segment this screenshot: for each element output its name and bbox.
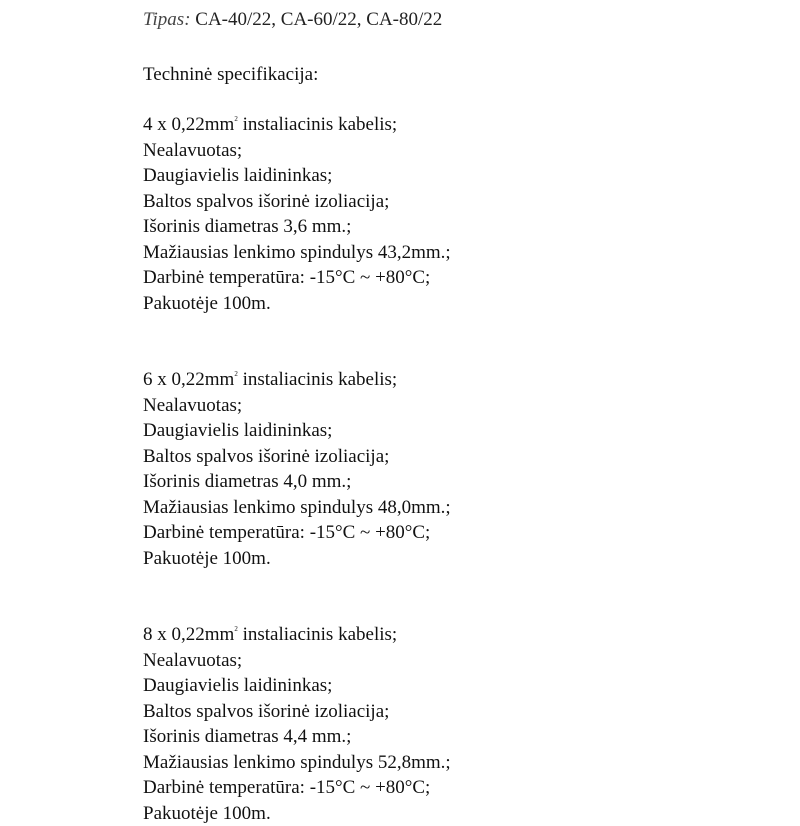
types-value: CA-40/22, CA-60/22, CA-80/22 bbox=[195, 9, 442, 30]
spec-block-4-core bbox=[143, 112, 783, 316]
spec-line-temperature: Darbinė temperatūra: -15°C ~ +80°C; bbox=[143, 520, 783, 546]
spec-line-diameter: Išorinis diametras 3,6 mm.; bbox=[143, 214, 783, 240]
cable-description: instaliacinis kabelis; bbox=[238, 369, 397, 390]
spec-line-plating: Nealavuotas; bbox=[143, 648, 783, 674]
types-label: Tipas: bbox=[143, 9, 191, 30]
spec-line-diameter: Išorinis diametras 4,0 mm.; bbox=[143, 469, 783, 495]
spec-line-conductor: Daugiavielis laidininkas; bbox=[143, 418, 783, 444]
spec-line-conductor: Daugiavielis laidininkas; bbox=[143, 163, 783, 189]
spec-line-diameter: Išorinis diametras 4,4 mm.; bbox=[143, 724, 783, 750]
spec-line-package: Pakuotėje 100m. bbox=[143, 291, 783, 317]
spec-document bbox=[143, 7, 783, 826]
cable-description: instaliacinis kabelis; bbox=[238, 114, 397, 135]
cable-title bbox=[143, 622, 783, 648]
cable-size: 4 x 0,22mm bbox=[143, 114, 234, 135]
spec-line-bend-radius: Mažiausias lenkimo spindulys 43,2mm.; bbox=[143, 240, 783, 266]
spec-line-plating: Nealavuotas; bbox=[143, 393, 783, 419]
types-line bbox=[143, 7, 783, 33]
spec-line-temperature: Darbinė temperatūra: -15°C ~ +80°C; bbox=[143, 775, 783, 801]
spec-heading: Techninė specifikacija: bbox=[143, 62, 783, 88]
cable-size-superscript: 2 bbox=[234, 370, 238, 378]
cable-size-superscript: 2 bbox=[234, 115, 238, 123]
spec-line-plating: Nealavuotas; bbox=[143, 138, 783, 164]
cable-size-superscript: 2 bbox=[234, 625, 238, 633]
spec-line-package: Pakuotėje 100m. bbox=[143, 801, 783, 826]
cable-description: instaliacinis kabelis; bbox=[238, 624, 397, 645]
spec-line-package: Pakuotėje 100m. bbox=[143, 546, 783, 572]
cable-title bbox=[143, 112, 783, 138]
spec-block-6-core bbox=[143, 367, 783, 571]
spec-line-insulation: Baltos spalvos išorinė izoliacija; bbox=[143, 189, 783, 215]
cable-size: 8 x 0,22mm bbox=[143, 624, 234, 645]
spec-line-bend-radius: Mažiausias lenkimo spindulys 48,0mm.; bbox=[143, 495, 783, 521]
spec-line-temperature: Darbinė temperatūra: -15°C ~ +80°C; bbox=[143, 265, 783, 291]
spec-block-8-core bbox=[143, 622, 783, 826]
cable-title bbox=[143, 367, 783, 393]
cable-size: 6 x 0,22mm bbox=[143, 369, 234, 390]
spec-line-insulation: Baltos spalvos išorinė izoliacija; bbox=[143, 699, 783, 725]
spec-line-conductor: Daugiavielis laidininkas; bbox=[143, 673, 783, 699]
spec-line-insulation: Baltos spalvos išorinė izoliacija; bbox=[143, 444, 783, 470]
spec-line-bend-radius: Mažiausias lenkimo spindulys 52,8mm.; bbox=[143, 750, 783, 776]
